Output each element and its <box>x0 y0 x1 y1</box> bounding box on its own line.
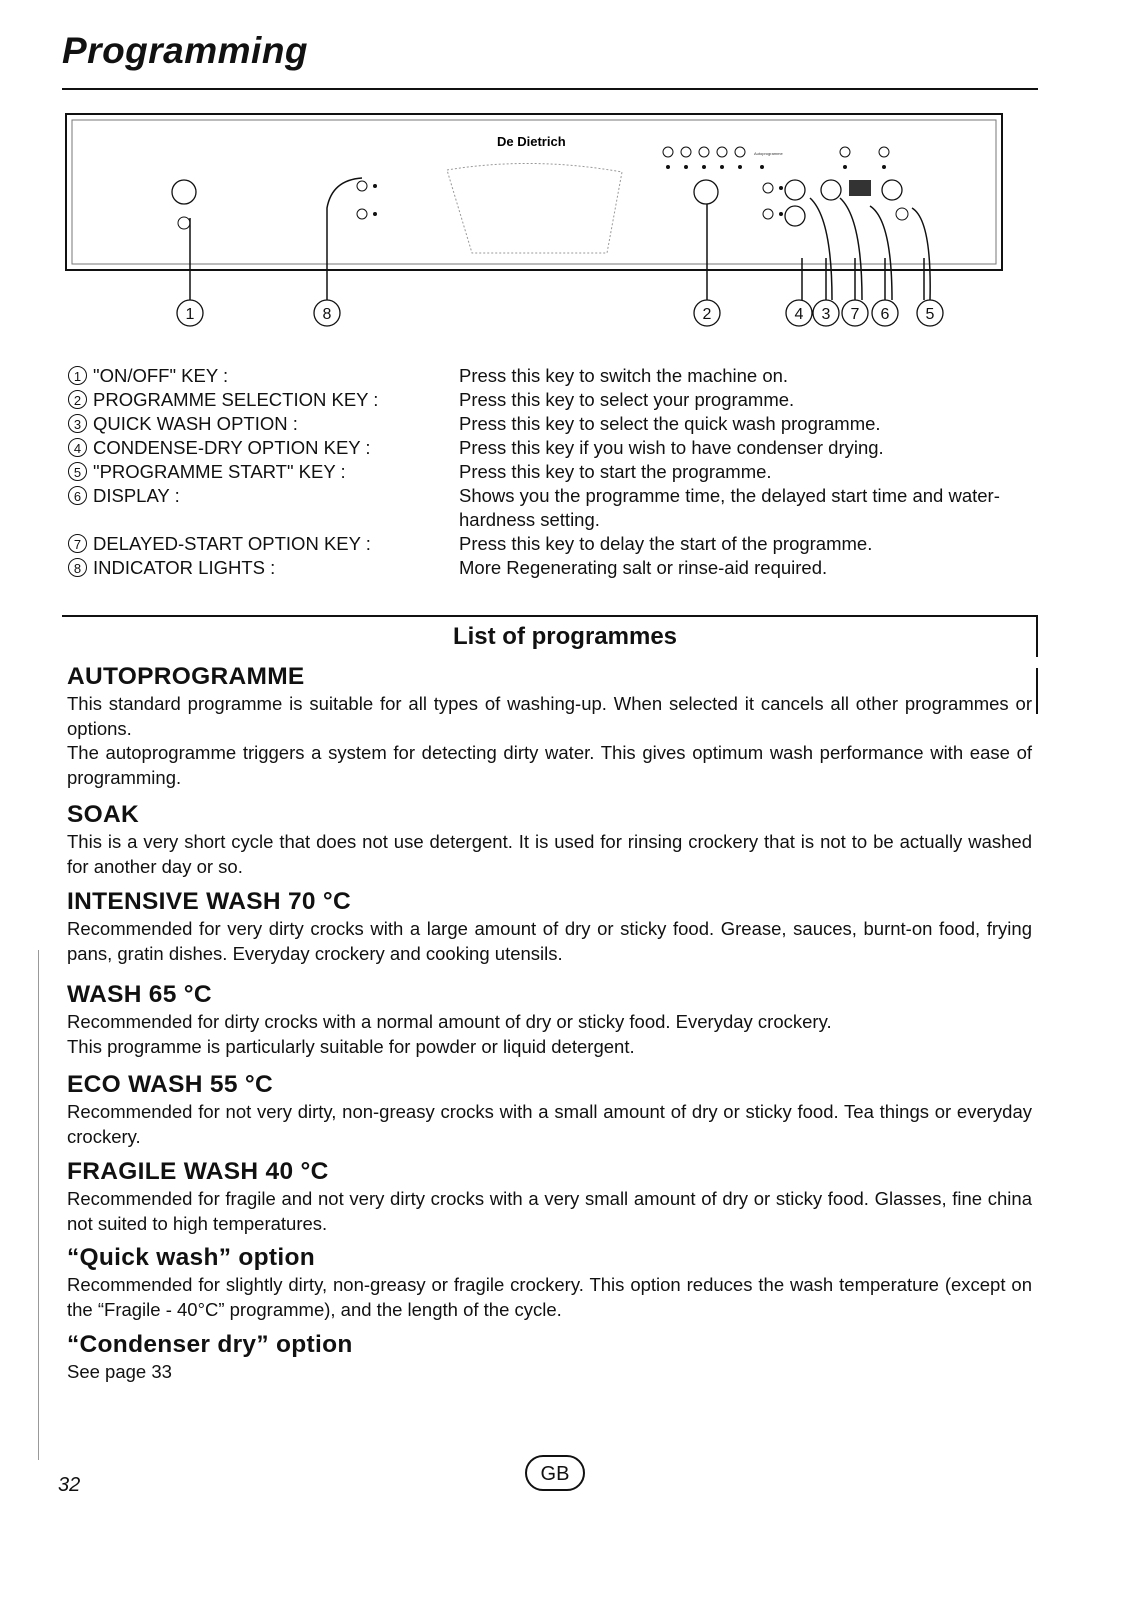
key-name: PROGRAMME SELECTION KEY : <box>93 389 379 410</box>
autoprogramme-label: Autoprogramme <box>754 151 783 156</box>
key-description: Press this key to select the quick wash programme. <box>459 413 881 434</box>
programme-text: The autoprogramme triggers a system for detecting dirty water. This gives optimum wash performance with ease of programming. <box>67 742 1032 788</box>
page-title: Programming <box>62 30 309 71</box>
key-legend <box>68 364 1048 580</box>
section-title: List of programmes <box>452 623 678 650</box>
control-panel-diagram <box>62 108 1042 358</box>
key-description: Press this key to delay the start of the programme. <box>459 533 873 554</box>
key-number: 8 <box>68 558 87 577</box>
page-number: 32 <box>58 1474 81 1496</box>
quick-wash-key <box>785 180 805 200</box>
programme-text: See page 33 <box>67 1361 172 1382</box>
key-row <box>68 556 1048 580</box>
condense-dry-key <box>785 206 805 226</box>
key-number: 2 <box>68 390 87 409</box>
key-row <box>68 436 1048 460</box>
programme-text: This programme is particularly suitable for powder or liquid detergent. <box>67 1035 635 1057</box>
programme-text: This standard programme is suitable for all types of washing-up. When selected it cancels all other programmes or options. <box>67 693 1032 739</box>
key-description: Press this key if you wish to have condenser drying. <box>459 437 884 458</box>
brand-logo: De Dietrich <box>497 134 566 149</box>
key-row <box>68 412 1048 436</box>
key-description: More Regenerating salt or rinse-aid required. <box>459 557 828 578</box>
programme-heading: AUTOPROGRAMME <box>67 663 305 690</box>
programme-start-key <box>896 208 908 220</box>
programme-heading: INTENSIVE WASH 70 °C <box>67 888 351 915</box>
programme-autoprogramme <box>67 662 1032 790</box>
key-number: 6 <box>68 486 87 505</box>
key-number: 1 <box>68 366 87 385</box>
key-name: DELAYED-START OPTION KEY : <box>93 533 371 554</box>
key-number: 3 <box>68 414 87 433</box>
programme-heading: ECO WASH 55 °C <box>67 1071 273 1098</box>
callout-1: 1 <box>185 306 195 323</box>
callout-8: 8 <box>322 306 332 323</box>
callout-3: 3 <box>821 306 831 323</box>
key-row <box>68 460 1048 484</box>
programme-heading: “Condenser dry” option <box>67 1331 353 1358</box>
callout-2: 2 <box>702 306 712 323</box>
programme-text: Recommended for slightly dirty, non-greasy or fragile crockery. This option reduces the wash temperature (except on the “Fragile - 40°C” programme), and the length of the cycle. <box>67 1274 1032 1320</box>
programme-wash-65 <box>67 980 1032 1059</box>
programme-text: Recommended for very dirty crocks with a large amount of dry or sticky food. Grease, sauces, burnt-on food, frying pans, gratin dishes. Everyday crockery and cooking utensils. <box>67 918 1032 964</box>
callout-5: 5 <box>925 306 935 323</box>
key-name: "ON/OFF" KEY : <box>93 365 229 386</box>
key-description: Press this key to start the programme. <box>459 461 772 482</box>
key-name: "PROGRAMME START" KEY : <box>93 461 346 482</box>
programme-eco-wash <box>67 1070 1032 1149</box>
programme-text: Recommended for fragile and not very dirty crocks with a very small amount of dry or sticky food. Glasses, fine china not suited to high temperatures. <box>67 1188 1032 1234</box>
key-description: Shows you the programme time, the delayed start time and water-hardness setting. <box>459 485 1000 530</box>
language-badge: GB <box>525 1455 585 1491</box>
callout-6: 6 <box>880 306 890 323</box>
programme-heading: WASH 65 °C <box>67 981 212 1008</box>
programme-text: Recommended for dirty crocks with a normal amount of dry or sticky food. Everyday crockery. <box>67 1011 832 1032</box>
key-row <box>68 532 1048 556</box>
programme-heading: FRAGILE WASH 40 °C <box>67 1158 329 1185</box>
option-quick-wash <box>67 1243 1032 1322</box>
key-name: INDICATOR LIGHTS : <box>93 557 276 578</box>
option-condenser-dry <box>67 1330 1032 1385</box>
callout-7: 7 <box>850 306 860 323</box>
programme-fragile-wash <box>67 1157 1032 1236</box>
programme-selection-key <box>694 180 718 204</box>
key-number: 5 <box>68 462 87 481</box>
key-name: CONDENSE-DRY OPTION KEY : <box>93 437 371 458</box>
programme-intensive-wash <box>67 887 1032 966</box>
key-number: 4 <box>68 438 87 457</box>
display-small <box>849 180 871 196</box>
section-rule <box>62 615 1038 617</box>
on-off-key <box>172 180 196 204</box>
programme-text: This is a very short cycle that does not use detergent. It is used for rinsing crockery that is not to be actually washed for another day or so. <box>67 831 1032 877</box>
margin-line <box>38 950 39 1460</box>
title-rule <box>62 88 1038 90</box>
key-description: Press this key to select your programme. <box>459 389 795 410</box>
key-name: DISPLAY : <box>93 485 180 506</box>
programme-heading: SOAK <box>67 801 139 828</box>
key-row <box>68 484 1048 532</box>
programme-text: Recommended for not very dirty, non-greasy crocks with a small amount of dry or sticky food. Tea things or everyday crockery. <box>67 1101 1032 1147</box>
key-description: Press this key to switch the machine on. <box>459 365 789 386</box>
key-number: 7 <box>68 534 87 553</box>
programme-heading: “Quick wash” option <box>67 1244 315 1271</box>
section-rule-right <box>1036 668 1038 714</box>
key-name: QUICK WASH OPTION : <box>93 413 298 434</box>
key-row <box>68 388 1048 412</box>
programme-soak <box>67 800 1032 879</box>
key-row <box>68 364 1048 388</box>
callout-4: 4 <box>794 306 804 323</box>
